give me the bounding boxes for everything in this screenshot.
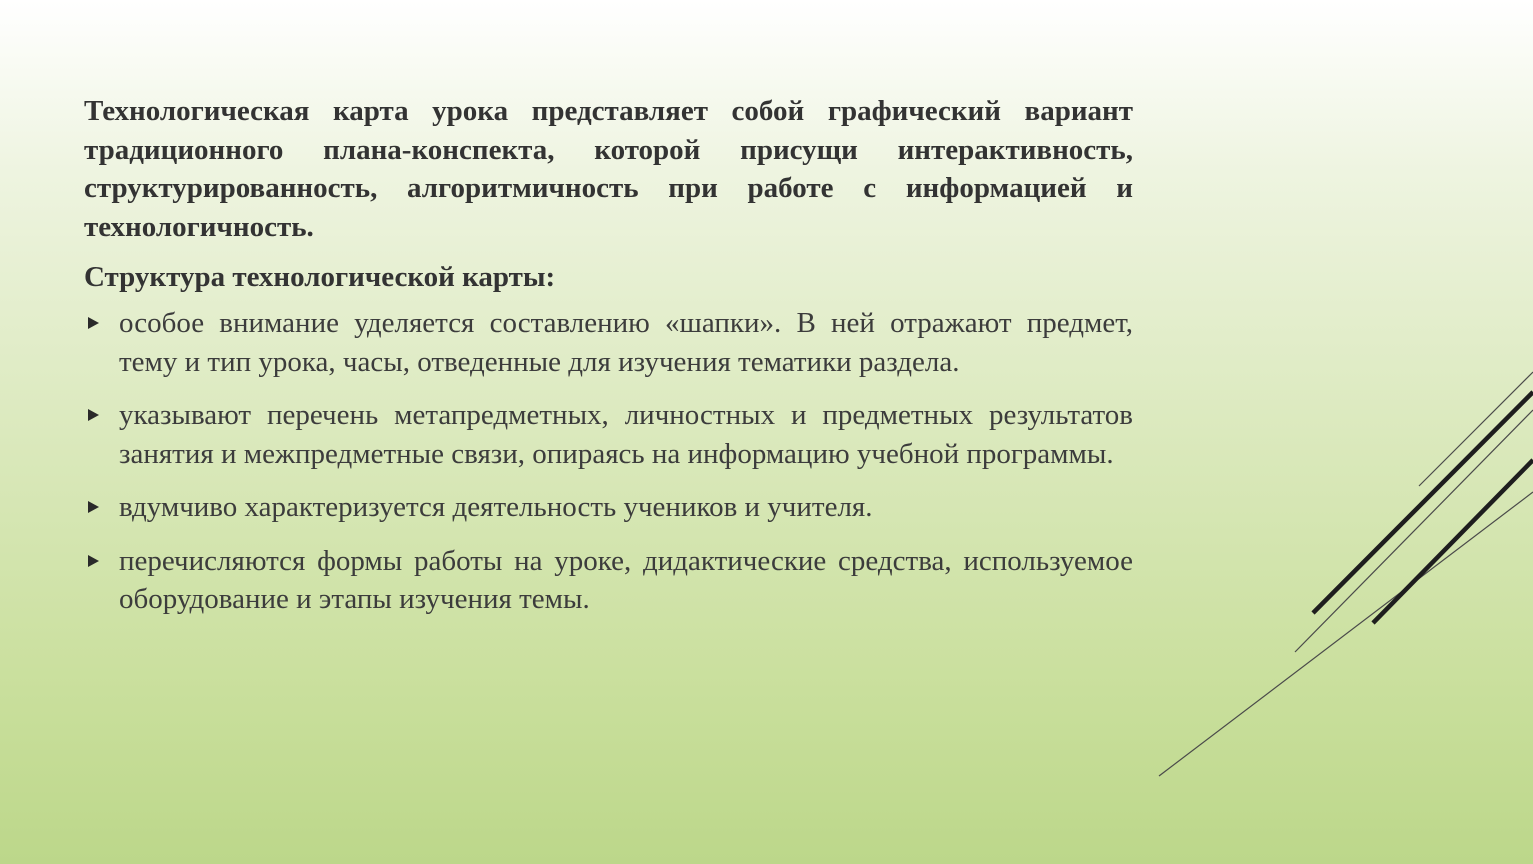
intro-paragraph: Технологическая карта урока представляет собой графический вариант традиционного плана-конспекта, которой присущи интерактивность, структурированность, алгоритмичность при работе с информацией и технологичность. bbox=[84, 95, 1133, 243]
deco-line-thin-middle bbox=[1295, 410, 1533, 652]
list-item-text: указывают перечень метапредметных, личностных и предметных результатов занятия и межпредметные связи, опираясь на информацию учебной программы. bbox=[119, 399, 1133, 470]
section-heading: Структура технологической карты: bbox=[84, 261, 556, 293]
deco-line-thick-right bbox=[1373, 460, 1533, 623]
list-item-text: особое внимание уделяется составлению «шапки». В ней отражают предмет, тему и тип урока, часы, отведенные для изучения тематики раздела. bbox=[119, 307, 1133, 378]
deco-line-thick-left bbox=[1313, 392, 1533, 613]
deco-line-thin-upper bbox=[1419, 372, 1533, 486]
list-item-text: перечисляются формы работы на уроке, дидактические средства, используемое оборудование и этапы изучения темы. bbox=[119, 544, 1133, 615]
deco-line-thin-long bbox=[1159, 492, 1533, 776]
list-item-text: вдумчиво характеризуется деятельность учеников и учителя. bbox=[119, 491, 873, 523]
